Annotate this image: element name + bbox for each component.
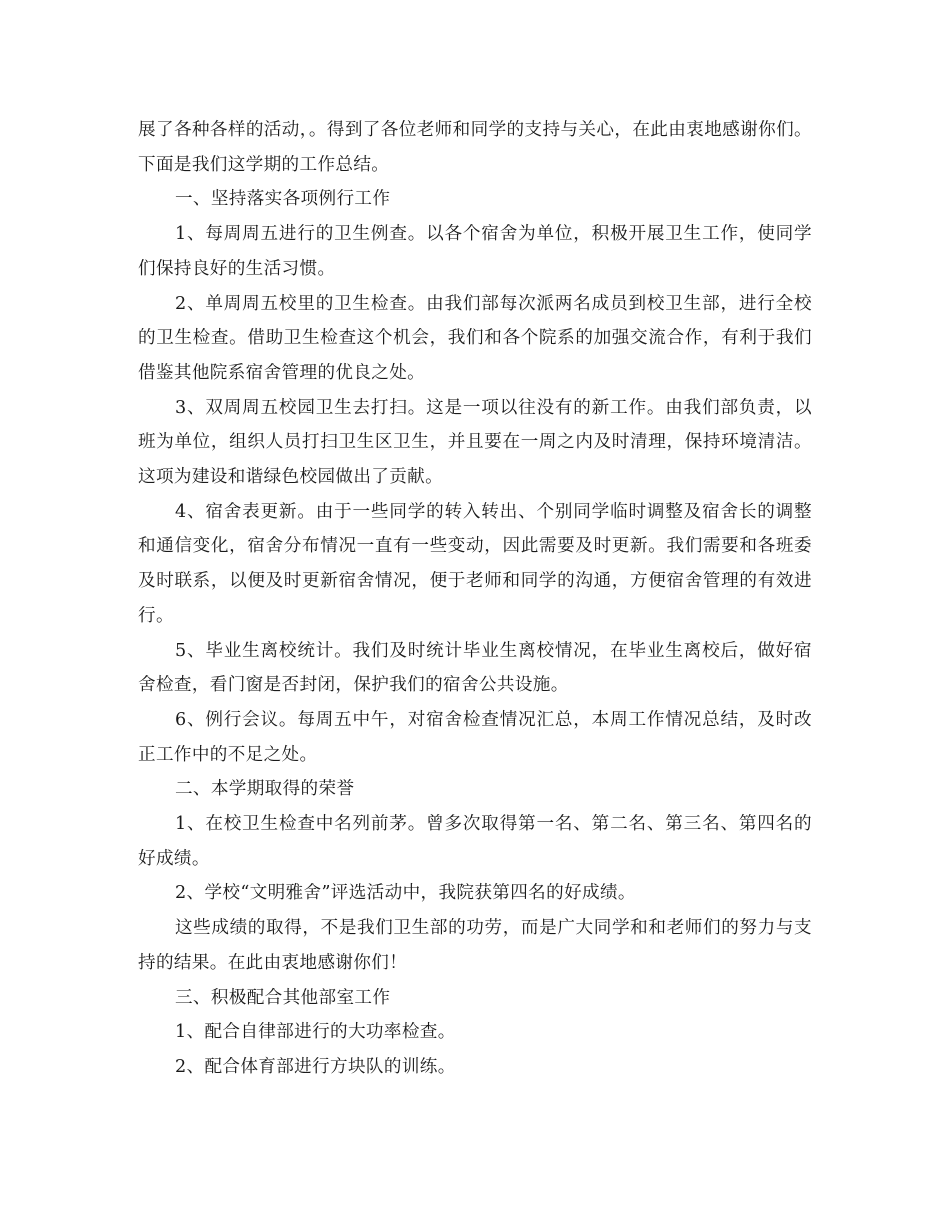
- document-body: [138, 113, 812, 1085]
- paragraph-honor-2: 2、学校“文明雅舍”评选活动中，我院获第四名的好成绩。: [174, 883, 636, 904]
- paragraph-item-5: 5、毕业生离校统计。我们及时统计毕业生离校情况，在毕业生离校后，做好宿舍检查，看门窗是否封闭，保护我们的宿舍公共设施。: [138, 640, 812, 696]
- paragraph-item-6: 6、例行会议。每周五中午，对宿舍检查情况汇总，本周工作情况总结，及时改正工作中的不足之处。: [138, 709, 812, 765]
- paragraph-continuation: 展了各种各样的活动，。得到了各位老师和同学的支持与关心，在此由衷地感谢你们。下面是我们这学期的工作总结。: [138, 120, 812, 175]
- paragraph-item-1: 1、每周周五进行的卫生例查。以各个宿舍为单位，积极开展卫生工作，使同学们保持良好的生活习惯。: [138, 224, 812, 279]
- paragraph-coop-2: 2、配合体育部进行方块队的训练。: [174, 1056, 456, 1077]
- section-heading-cooperation: 三、积极配合其他部室工作: [174, 987, 391, 1008]
- section-heading-routine-work: 一、坚持落实各项例行工作: [174, 189, 391, 210]
- paragraph-honor-1: 1、在校卫生检查中名列前茅。曾多次取得第一名、第二名、第三名、第四名的好成绩。: [138, 814, 812, 869]
- paragraph-item-4: 4、宿舍表更新。由于一些同学的转入转出、个别同学临时调整及宿舍长的调整和通信变化，宿舍分布情况一直有一些变动，因此需要及时更新。我们需要和各班委及时联系，以便及时更新宿舍情况，便于老师和同学的沟通，方便宿舍管理的有效进行。: [138, 501, 812, 626]
- section-heading-honors: 二、本学期取得的荣誉: [174, 779, 355, 800]
- paragraph-item-3: 3、双周周五校园卫生去打扫。这是一项以往没有的新工作。由我们部负责，以班为单位，组织人员打扫卫生区卫生，并且要在一周之内及时清理，保持环境清洁。这项为建设和谐绿色校园做出了贡献。: [138, 397, 812, 488]
- paragraph-coop-1: 1、配合自律部进行的大功率检查。: [174, 1022, 456, 1043]
- paragraph-item-2: 2、单周周五校里的卫生检查。由我们部每次派两名成员到校卫生部，进行全校的卫生检查。借助卫生检查这个机会，我们和各个院系的加强交流合作，有利于我们借鉴其他院系宿舍管理的优良之处。: [138, 293, 812, 383]
- paragraph-thanks: 这些成绩的取得，不是我们卫生部的功劳，而是广大同学和和老师们的努力与支持的结果。在此由衷地感谢你们！: [138, 918, 812, 973]
